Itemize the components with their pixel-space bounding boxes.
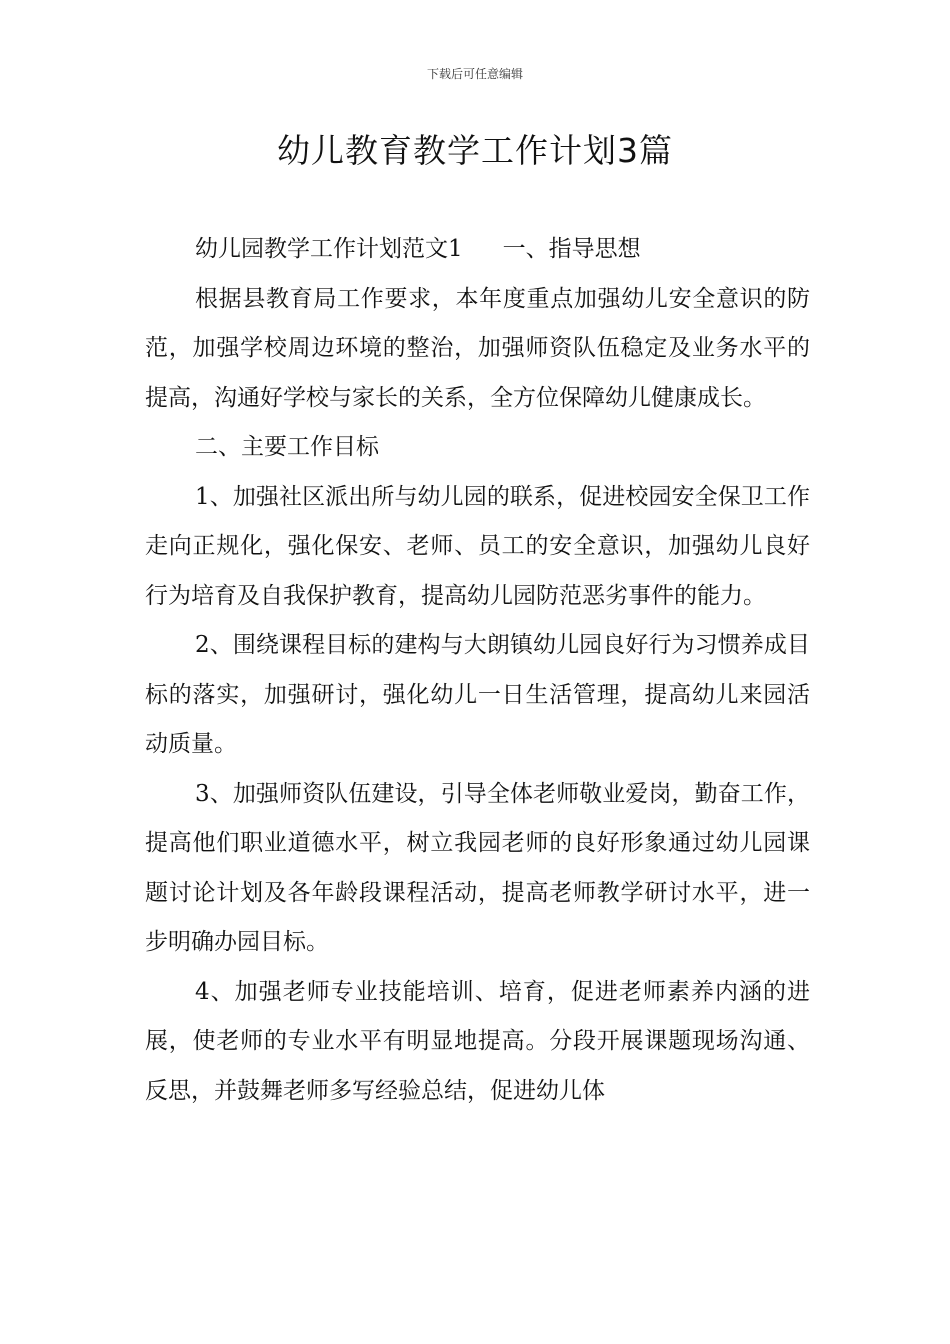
document-body xyxy=(145,225,810,1116)
paragraph-goal-3: 3、加强师资队伍建设，引导全体老师敬业爱岗，勤奋工作，提高他们职业道德水平，树立我园老师的良好形象通过幼儿园课题讨论计划及各年龄段课程活动，提高老师教学研讨水平，进一步明确办园目标。 xyxy=(145,780,810,955)
paragraph-goal-4: 4、加强老师专业技能培训、培育，促进老师素养内涵的进展，使老师的专业水平有明显地提高。分段开展课题现场沟通、反思，并鼓舞老师多写经验总结，促进幼儿体 xyxy=(145,978,810,1104)
section-heading-guiding-thought: 一、指导思想 xyxy=(502,236,641,262)
intro-line xyxy=(145,225,810,275)
section-heading-main-goals: 二、主要工作目标 xyxy=(195,434,379,460)
article-subtitle: 幼儿园教学工作计划范文1 xyxy=(195,236,463,262)
paragraph-goal-1: 1、加强社区派出所与幼儿园的联系，促进校园安全保卫工作走向正规化，强化保安、老师、员工的安全意识，加强幼儿良好行为培育及自我保护教育，提高幼儿园防范恶劣事件的能力。 xyxy=(145,483,810,609)
paragraph-goal-2: 2、围绕课程目标的建构与大朗镇幼儿园良好行为习惯养成目标的落实，加强研讨，强化幼儿一日生活管理，提高幼儿来园活动质量。 xyxy=(145,632,810,757)
document-title: 幼儿教育教学工作计划3篇 xyxy=(277,131,673,170)
paragraph-guiding-thought: 根据县教育局工作要求，本年度重点加强幼儿安全意识的防范，加强学校周边环境的整治，加强师资队伍稳定及业务水平的提高，沟通好学校与家长的关系，全方位保障幼儿健康成长。 xyxy=(145,285,810,411)
header-note: 下载后可任意编辑 xyxy=(426,67,523,81)
